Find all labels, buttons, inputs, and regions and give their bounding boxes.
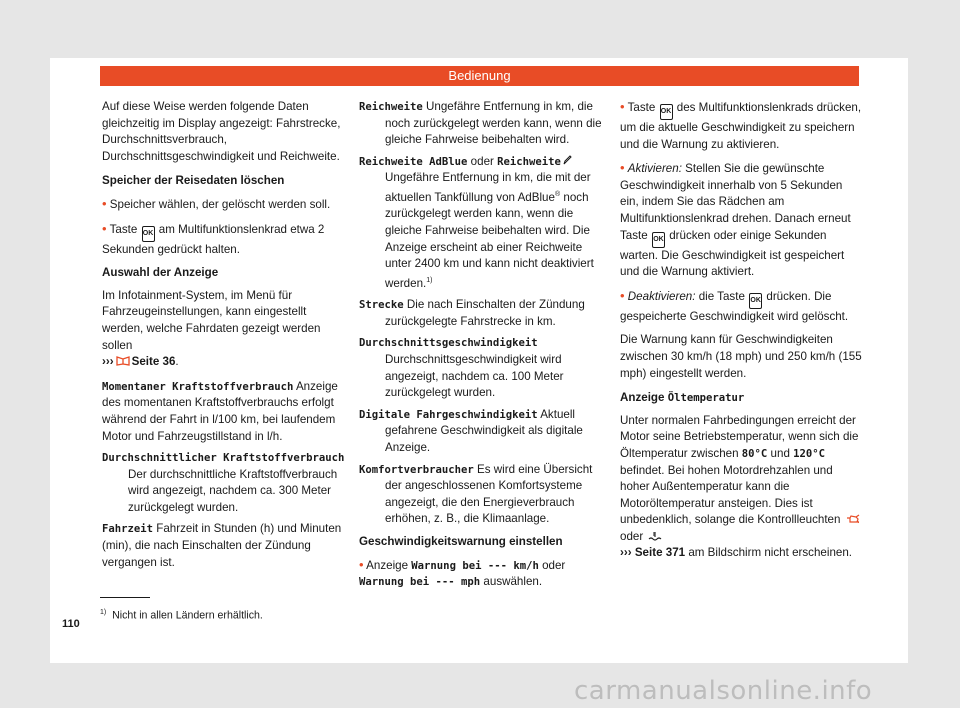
definition-item: Fahrzeit Fahrzeit in Stunden (h) und Minuten (min), die nach Einschalten der Zündung vergangen ist. bbox=[102, 522, 342, 569]
header-title: Bedienung bbox=[448, 68, 511, 83]
definition-term: Durchschnittsgeschwindigkeit bbox=[359, 337, 538, 350]
speed-range-paragraph: Die Warnung kann für Geschwindigkeiten zwischen 30 km/h (18 mph) und 250 km/h (155 mph) eingestellt werden. bbox=[620, 333, 862, 380]
ok-key-icon: OK bbox=[660, 104, 673, 120]
definition-item: Strecke Die nach Einschalten der Zündung zurückgelegte Fahrstrecke in km. bbox=[359, 298, 585, 328]
bullet-item: • Aktivieren: Stellen Sie die gewünschte Geschwindigkeit innerhalb von 5 Sekunden ein, indem Sie das Rädchen am Multifunktionslenkrad drehen. Danach erneut Taste OK drücken oder einige Sekunden warten. Die Geschwindigkeit ist gespeichert und die Warnung aktiviert. bbox=[620, 160, 851, 279]
definition-item: Digitale Fahrgeschwindigkeit Aktuell gefahrene Geschwindigkeit als digitale Anzeige. bbox=[359, 407, 583, 454]
temperature-value: 120°C bbox=[793, 447, 826, 460]
definition-term: Reichweite AdBlue bbox=[359, 155, 468, 168]
bullet-item: • Taste OK des Multifunktionslenkrads drücken, um die aktuelle Geschwindigkeit zu speichern und die Warnung zu aktivieren. bbox=[620, 99, 862, 151]
footnote-divider bbox=[100, 597, 150, 598]
bullet-icon: • bbox=[102, 195, 107, 211]
definition-item: Durchschnittlicher Kraftstoffverbrauch Der durchschnittliche Kraftstoffverbrauch wird angezeigt, nachdem ca. 300 Meter zurückgelegt wurden. bbox=[102, 452, 345, 514]
oil-warning-lamp-icon bbox=[846, 514, 860, 524]
display-paragraph: Im Infotainment-System, im Menü für Fahrzeugeinstellungen, kann eingestellt werden, welche Fahrdaten gezeigt werden sollen ››› Seite 36. bbox=[102, 288, 321, 369]
heading-display: Auswahl der Anzeige bbox=[102, 266, 219, 280]
intro-paragraph: Auf diese Weise werden folgende Daten gleichzeitig im Display angezeigt: Fahrstrecke, Durchschnittsverbrauch, Durchschnittsgeschwindigkeit und Reichweite. bbox=[102, 100, 341, 163]
bullet-item: • Deaktivieren: die Taste OK drücken. Die gespeicherte Geschwindigkeit wird gelöscht. bbox=[620, 287, 849, 323]
definition-item: Reichweite AdBlue oder Reichweite Ungefähre Entfernung in km, die mit der aktuellen Tankfüllung von AdBlue® noch zurückgelegt werden kann, wenn die gleiche Fahrweise beibehalten wird. Die Anzeige erscheint ab einer Reichweite unter 2400 km und kann nicht deaktiviert werden.$^{1)}$ bbox=[359, 154, 594, 290]
bullet-icon: • bbox=[359, 556, 364, 572]
registered-mark: ® bbox=[554, 190, 561, 198]
cross-ref-arrows: ››› bbox=[620, 546, 632, 560]
bullet-icon: • bbox=[620, 99, 625, 114]
definition-term: Durchschnittlicher Kraftstoffverbrauch bbox=[102, 452, 345, 465]
definition-term: Strecke bbox=[359, 299, 404, 312]
definition-term: Fahrzeit bbox=[102, 523, 154, 536]
watermark-text: carmanualsonline.info bbox=[574, 676, 873, 706]
page-reference-link[interactable]: Seite 36 bbox=[131, 355, 176, 369]
display-option: Warnung bei --- km/h bbox=[411, 559, 539, 572]
heading-reset: Speicher der Reisedaten löschen bbox=[102, 174, 285, 188]
footnote: $^{1)}$ Nicht in allen Ländern erhältlich. bbox=[100, 609, 263, 622]
oil-temperature-paragraph: Unter normalen Fahrbedingungen erreicht der Motor seine Betriebstemperatur, wenn sich die Öltemperatur zwischen 80°C und 120°C befindet. Bei hohen Motordrehzahlen und hoher Außentemperatur kann die Motoröltemperatur ansteigen. Dies ist unbedenklich, solange die Kontrollleuchten oder ››› Seite 371 am Bildschirm nicht erscheinen. bbox=[620, 413, 859, 560]
definition-term: Reichweite bbox=[497, 155, 561, 168]
page-reference-link[interactable]: Seite 371 bbox=[634, 546, 686, 560]
heading-oil-temperature: Anzeige Öltemperatur bbox=[620, 391, 745, 405]
heading-speed-warning: Geschwindigkeitswarnung einstellen bbox=[359, 534, 563, 548]
definition-item: Komfortverbraucher Es wird eine Übersicht der angeschlossenen Komfortsysteme angezeigt, die den Energieverbrauch erhöhen, z. B., die Klimaanlage. bbox=[359, 462, 593, 526]
definition-term: Komfortverbraucher bbox=[359, 463, 474, 476]
ok-key-icon: OK bbox=[749, 293, 762, 309]
ok-key-icon: OK bbox=[652, 232, 665, 248]
definition-term: Reichweite bbox=[359, 101, 423, 113]
bullet-icon: • bbox=[620, 287, 625, 303]
column-1 bbox=[102, 99, 346, 576]
definition-term: Digitale Fahrgeschwindigkeit bbox=[359, 408, 538, 421]
temperature-warning-lamp-icon bbox=[648, 531, 662, 541]
cross-ref-arrows: ››› bbox=[102, 355, 114, 369]
pen-icon bbox=[563, 155, 572, 165]
temperature-value: 80°C bbox=[741, 447, 768, 460]
column-2 bbox=[359, 99, 603, 598]
definition-item: Durchschnittsgeschwindigkeit Durchschnittsgeschwindigkeit wird angezeigt, nachdem ca. 100 Meter zurückgelegt wurden. bbox=[359, 337, 564, 400]
definition-item: Momentaner Kraftstoffverbrauch Anzeige des momentanen Kraftstoffverbrauchs erfolgt während der Fahrt in l/100 km, bei laufendem Motor und Fahrzeugstillstand in l/h. bbox=[102, 379, 338, 443]
display-option: Warnung bei --- mph bbox=[359, 576, 481, 589]
bullet-item: • Anzeige Warnung bei --- km/h oder Warnung bei --- mph auswählen. bbox=[359, 556, 566, 589]
bullet-item: • Taste OK am Multifunktionslenkrad etwa 2 Sekunden gedrückt halten. bbox=[102, 220, 325, 256]
bullet-icon: • bbox=[102, 220, 107, 236]
definition-term: Momentaner Kraftstoffverbrauch bbox=[102, 380, 294, 393]
footnote-mark: 1) bbox=[100, 609, 107, 616]
bullet-item: • Speicher wählen, der gelöscht werden soll. bbox=[102, 195, 331, 211]
footnote-mark: 1) bbox=[426, 276, 433, 284]
definition-item: Reichweite Ungefähre Entfernung in km, die noch zurückgelegt werden kann, wenn die gleiche Fahrweise beibehalten wird. bbox=[359, 100, 602, 147]
book-icon bbox=[116, 356, 130, 366]
ok-key-icon: OK bbox=[142, 226, 155, 242]
column-3 bbox=[620, 99, 864, 570]
page-header bbox=[100, 66, 859, 86]
bullet-icon: • bbox=[620, 160, 625, 176]
page-number: 110 bbox=[62, 618, 80, 630]
